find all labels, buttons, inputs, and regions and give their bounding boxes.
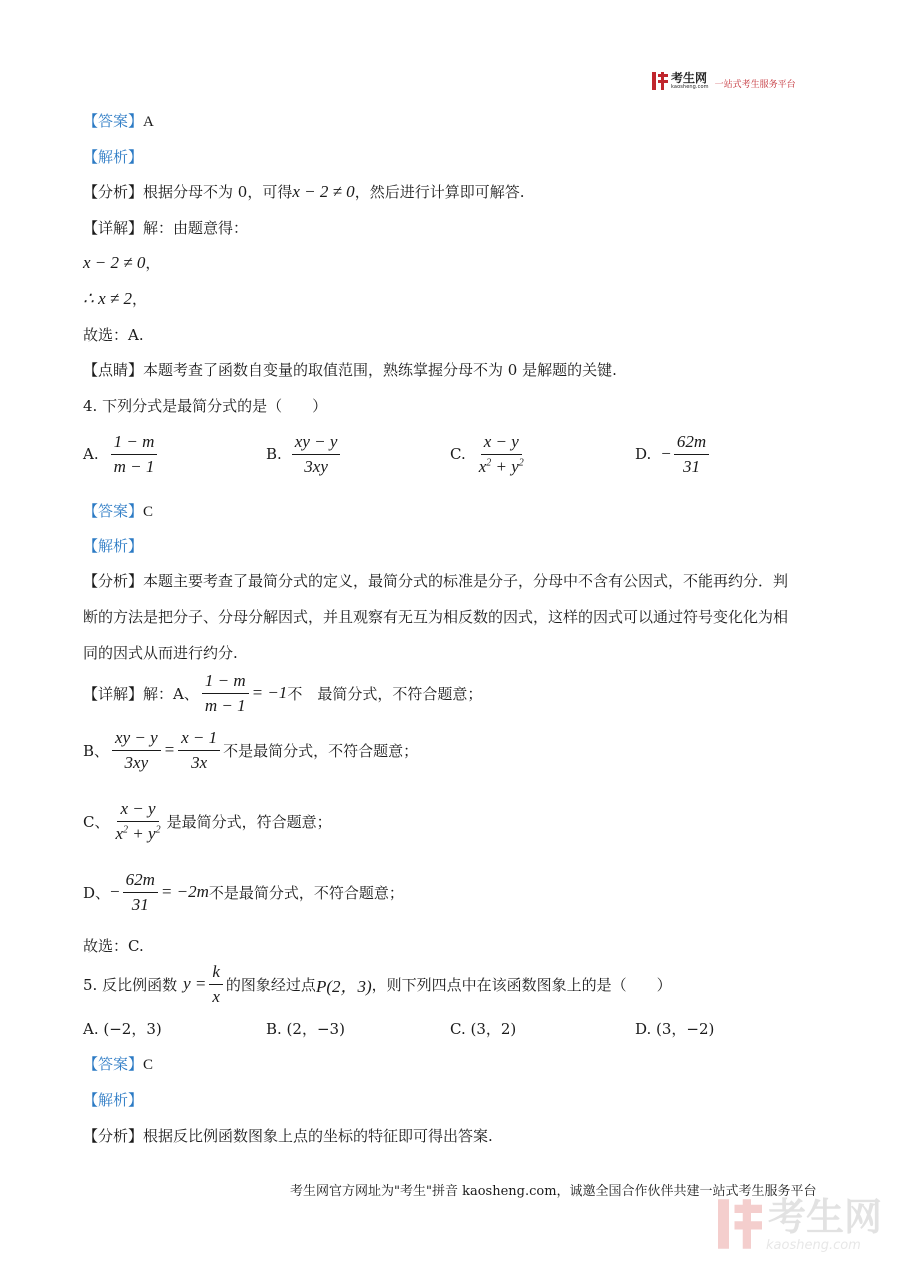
- fraction-denominator: x: [212, 986, 220, 1006]
- fenxi-tag: 【分析】: [83, 183, 144, 201]
- q4-option-a: [83, 433, 160, 476]
- answer-value: C: [143, 1057, 154, 1073]
- answer-tag: 【答案】: [83, 502, 144, 520]
- fraction-numerator: xy − y: [112, 729, 161, 751]
- minus-sign: −: [661, 444, 671, 464]
- fenxi-text: 根据分母不为 0，可得: [143, 183, 293, 201]
- fraction-denominator: 31: [683, 456, 700, 476]
- fenxi-formula: x − 2 ≠ 0: [292, 182, 355, 201]
- detail-text: 不 最简分式，不符合题意；: [287, 684, 483, 703]
- q5-option-d: D. (3，−2): [635, 1020, 715, 1038]
- kaosheng-logo-icon: [652, 72, 668, 90]
- q3-fenxi-line: [83, 181, 524, 202]
- fraction-denominator: 31: [131, 894, 149, 914]
- fenxi-text-tail: ，然后进行计算即可解答.: [354, 183, 525, 201]
- step2-formula: ∴ x ≠ 2: [83, 289, 132, 308]
- fraction-denominator: $x^2 + y^2$: [478, 456, 524, 476]
- option-label: A.: [83, 445, 99, 464]
- option-label: D.: [635, 445, 652, 464]
- fraction-numerator: 62m: [123, 871, 158, 893]
- q3-comment: [83, 359, 617, 380]
- header-logo: [652, 72, 796, 90]
- stem-text: 的图象经过点: [225, 975, 316, 994]
- option-c-fraction: [476, 433, 527, 476]
- q5-option-b: B. (2，−3): [266, 1020, 345, 1038]
- q5-option-a: A. (−2，3): [83, 1020, 162, 1038]
- q4-detail-b: B、 $\frac{xy - y}{3xy}$ = $\frac{x - 1}{3x}$ 不是最简分式，不符合题意；: [83, 728, 419, 772]
- detail-c-fraction: [112, 800, 163, 843]
- q5-fraction: [209, 963, 223, 1006]
- fraction-denominator: 3xy: [124, 752, 149, 772]
- q4-detail-a: [83, 672, 482, 715]
- fraction-numerator: x − 1: [178, 729, 220, 751]
- detail-a-fraction: [202, 672, 249, 715]
- answer-tag: 【答案】: [83, 112, 144, 130]
- fraction-numerator: xy − y: [292, 433, 341, 455]
- answer-value: A: [143, 114, 154, 130]
- stem-text: ，则下列四点中在该函数图象上的是（ ）: [371, 975, 672, 994]
- q4-detail-c: [83, 800, 332, 843]
- fraction-denominator: m − 1: [204, 695, 246, 715]
- comment-text: 本题考查了函数自变量的取值范围，熟练掌握分母不为 0 是解题的关键.: [143, 361, 617, 379]
- header-slogan: 一站式考生服务平台: [714, 79, 796, 90]
- step2-tail: ，: [131, 290, 147, 308]
- option-label: C.: [450, 445, 466, 464]
- detail-b-fraction-1: [112, 729, 161, 772]
- q5-fenxi: [83, 1125, 493, 1146]
- kaosheng-watermark-icon: [718, 1198, 762, 1250]
- stem-text: 5. 反比例函数: [83, 975, 178, 994]
- fraction-numerator: 1 − m: [111, 433, 158, 455]
- fenxi-tag: 【分析】: [83, 572, 144, 590]
- option-a-fraction: [111, 433, 158, 476]
- watermark-name: 考生网: [768, 1195, 883, 1239]
- detail-text: 解：由题意得：: [143, 219, 249, 237]
- detail-text: 不是最简分式，不符合题意；: [223, 741, 419, 760]
- q4-stem: 4. 下列分式是最简分式的是（ ）: [83, 397, 328, 415]
- equals-value: = −2m: [160, 882, 209, 902]
- fraction-numerator: k: [209, 963, 223, 985]
- q4-fenxi-l3: 同的因式从而进行约分.: [83, 644, 238, 662]
- q3-choose: 故选：A.: [83, 326, 144, 344]
- fraction-numerator: x − y: [481, 433, 522, 455]
- q4-answer-line: [83, 500, 153, 521]
- answer-value: C: [143, 504, 154, 520]
- q4-option-c: [450, 433, 530, 476]
- fenxi-tag: 【分析】: [83, 1127, 144, 1145]
- q3-step2: [83, 288, 147, 309]
- detail-prefix: B、: [83, 741, 110, 760]
- detail-tag: 【详解】: [83, 219, 144, 237]
- q4-choose: 故选：C.: [83, 937, 144, 955]
- minus-sign: −: [110, 882, 120, 902]
- step1-formula: x − 2 ≠ 0: [83, 253, 146, 272]
- option-d-fraction: [674, 433, 709, 476]
- logo-domain: kaosheng.com: [671, 84, 709, 90]
- fraction-denominator: 3x: [191, 752, 208, 772]
- q5-answer-line: [83, 1053, 153, 1074]
- q4-detail-d: [83, 871, 404, 914]
- q4-option-b: [266, 433, 343, 476]
- detail-tag: 【详解】: [83, 684, 144, 703]
- detail-d-fraction: [123, 871, 158, 914]
- analysis-tag: 【解析】: [83, 1091, 144, 1109]
- option-b-fraction: [292, 433, 341, 476]
- comment-tag: 【点睛】: [83, 361, 144, 379]
- detail-b-fraction-2: [178, 729, 220, 772]
- footer-text: 考生网官方网址为"考生"拼音 kaosheng.com，诚邀全国合作伙伴共建一站式考生服务平台: [290, 1184, 817, 1199]
- fraction-denominator: 3xy: [304, 456, 328, 476]
- fraction-numerator: 62m: [674, 433, 709, 455]
- point-label: P(2，3): [315, 976, 372, 996]
- watermark-domain: kaosheng.com: [766, 1238, 861, 1253]
- q4-fenxi-l1: [83, 570, 788, 591]
- answer-tag: 【答案】: [83, 1055, 144, 1073]
- fenxi-text: 本题主要考查了最简分式的定义，最简分式的标准是分子，分母中不含有公因式，不能再约分．判: [143, 572, 789, 590]
- equals-value: = −1: [251, 683, 288, 703]
- q4-fenxi-l2: 断的方法是把分子、分母分解因式，并且观察有无互为相反数的因式，这样的因式可以通过符号变化化为相: [83, 608, 789, 626]
- detail-text: 是最简分式，符合题意；: [166, 812, 332, 831]
- watermark-logo: [718, 1195, 883, 1253]
- logo-name: 考生网: [671, 71, 708, 85]
- fraction-denominator: m − 1: [113, 456, 155, 476]
- fenxi-text: 根据反比例函数图象上点的坐标的特征即可得出答案.: [143, 1127, 493, 1145]
- fraction-denominator: $x^2 + y^2$: [115, 823, 161, 843]
- q4-option-d: [635, 433, 712, 476]
- q3-detail-line: [83, 217, 248, 238]
- fraction-numerator: x − y: [117, 800, 158, 822]
- q3-step1: [83, 252, 160, 273]
- analysis-tag: 【解析】: [83, 537, 144, 555]
- q5-stem: [83, 963, 672, 1006]
- detail-prefix: D、: [83, 883, 111, 902]
- analysis-tag: 【解析】: [83, 148, 144, 166]
- detail-text: 不是最简分式，不符合题意；: [208, 883, 404, 902]
- step1-tail: ，: [145, 254, 161, 272]
- function-lhs: y =: [183, 974, 207, 994]
- detail-prefix: C、: [83, 812, 110, 831]
- option-label: B.: [266, 445, 282, 464]
- detail-prefix: 解：A、: [143, 684, 199, 703]
- q3-answer-line: [83, 110, 154, 131]
- q5-option-c: C. (3，2): [450, 1020, 517, 1038]
- fraction-numerator: 1 − m: [202, 672, 249, 694]
